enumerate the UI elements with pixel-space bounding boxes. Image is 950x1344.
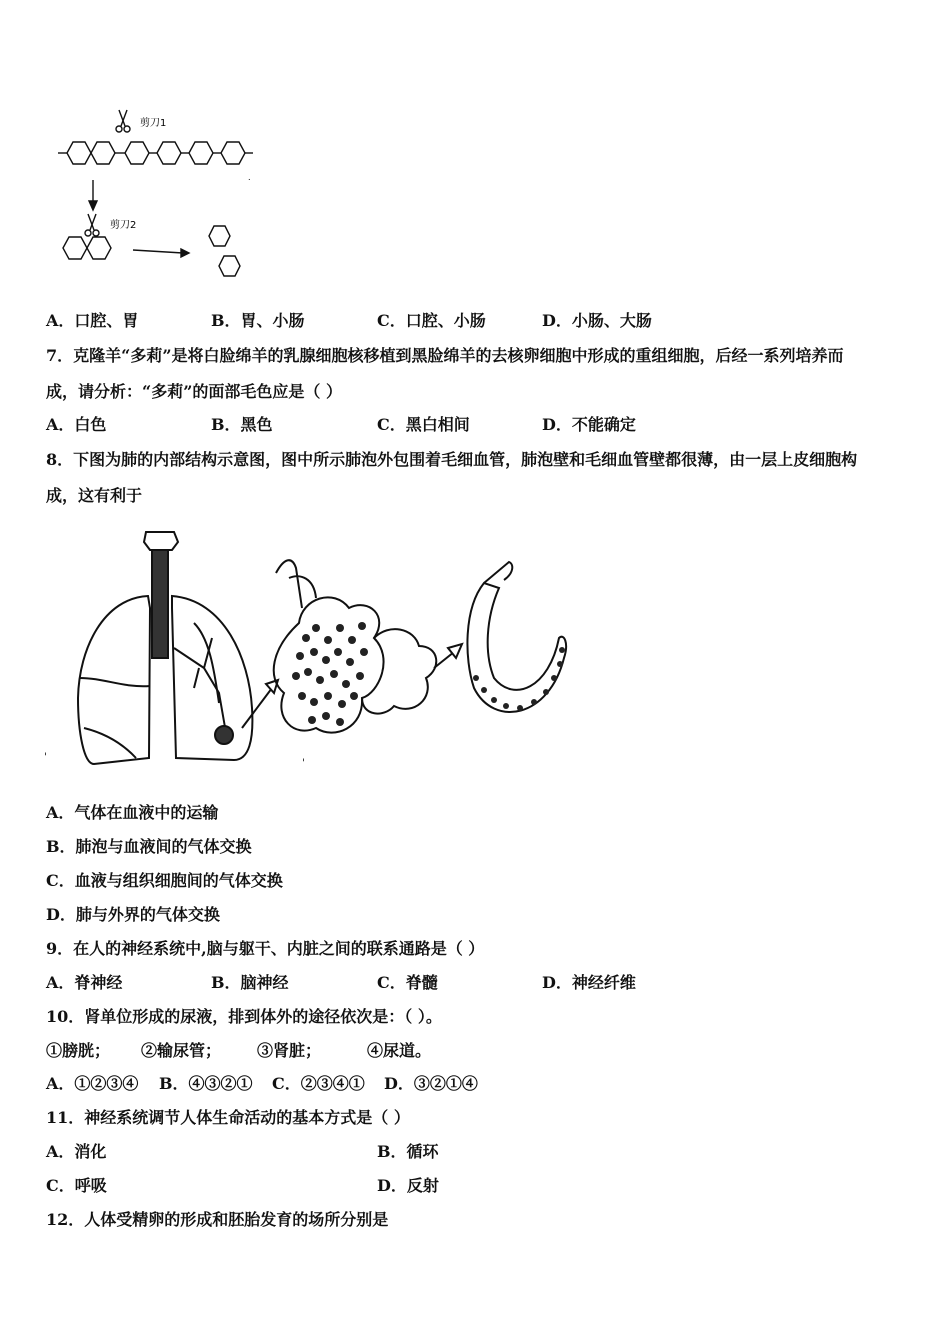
q11-option-a[interactable]: A．消化 xyxy=(46,1142,107,1161)
q8-option-a[interactable]: A．气体在血液中的运输 xyxy=(46,803,219,822)
q8-option-d[interactable]: D．肺与外界的气体交换 xyxy=(46,905,220,924)
q7-option-c[interactable]: C．黑白相间 xyxy=(377,415,470,434)
q10-option-a[interactable]: A．①②③④ xyxy=(46,1074,139,1093)
q8-option-c[interactable]: C．血液与组织细胞间的气体交换 xyxy=(46,871,283,890)
q9-option-a[interactable]: A．脊神经 xyxy=(46,973,123,992)
q6-option-c[interactable]: C．口腔、小肠 xyxy=(377,311,486,330)
q10-option-b[interactable]: B．④③②① xyxy=(159,1074,253,1093)
q6-option-b[interactable]: B．胃、小肠 xyxy=(211,311,305,330)
q10-option-d[interactable]: D．③②①④ xyxy=(384,1074,478,1093)
q7-option-a[interactable]: A．白色 xyxy=(46,415,107,434)
q10-item-1: ①膀胱； xyxy=(46,1041,111,1060)
q7-stem-line-2: 成，请分析：“多莉”的面部毛色应是（ ） xyxy=(46,382,342,401)
scissors-2-label: 剪刀2 xyxy=(110,220,137,231)
q9-option-b[interactable]: B．脑神经 xyxy=(211,973,289,992)
svg-text:': ' xyxy=(302,758,305,769)
lung-structure-figure xyxy=(44,528,584,773)
q7-stem-line-1: 7．克隆羊“多莉”是将白脸绵羊的乳腺细胞核移植到黑脸绵羊的去核卵细胞中形成的重组细胞，后经一系列培养而 xyxy=(46,346,844,365)
q10-stem: 10．肾单位形成的尿液，排到体外的途径依次是：（ ）。 xyxy=(46,1007,442,1026)
svg-text:.: . xyxy=(248,173,251,182)
q7-option-d[interactable]: D．不能确定 xyxy=(542,415,636,434)
scissors-icon xyxy=(85,214,99,236)
q10-option-c[interactable]: C．②③④① xyxy=(272,1074,365,1093)
q11-option-c[interactable]: C．呼吸 xyxy=(46,1176,107,1195)
starch-digestion-figure xyxy=(55,100,265,290)
q9-option-d[interactable]: D．神经纤维 xyxy=(542,973,636,992)
q12-stem: 12．人体受精卵的形成和胚胎发育的场所分别是 xyxy=(46,1210,389,1229)
q8-stem-line-2: 成，这有利于 xyxy=(46,486,143,505)
q10-item-2: ②输尿管； xyxy=(141,1041,222,1060)
svg-text:': ' xyxy=(44,752,47,763)
scissors-icon xyxy=(116,110,130,132)
q11-stem: 11．神经系统调节人体生命活动的基本方式是（ ） xyxy=(46,1108,410,1127)
q10-item-4: ④尿道。 xyxy=(367,1041,432,1060)
q8-option-b[interactable]: B．肺泡与血液间的气体交换 xyxy=(46,837,252,856)
q8-stem-line-1: 8．下图为肺的内部结构示意图，图中所示肺泡外包围着毛细血管，肺泡壁和毛细血管壁都很薄，由一层上皮细胞构 xyxy=(46,450,858,469)
q6-option-a[interactable]: A．口腔、胃 xyxy=(46,311,139,330)
q9-option-c[interactable]: C．脊髓 xyxy=(377,973,438,992)
q7-option-b[interactable]: B．黑色 xyxy=(211,415,273,434)
q11-option-b[interactable]: B．循环 xyxy=(377,1142,439,1161)
q9-stem: 9．在人的神经系统中,脑与躯干、内脏之间的联系通路是（ ） xyxy=(46,939,485,958)
q6-option-d[interactable]: D．小肠、大肠 xyxy=(542,311,652,330)
scissors-1-label: 剪刀1 xyxy=(140,118,167,129)
q10-item-3: ③肾脏； xyxy=(257,1041,322,1060)
q11-option-d[interactable]: D．反射 xyxy=(377,1176,439,1195)
